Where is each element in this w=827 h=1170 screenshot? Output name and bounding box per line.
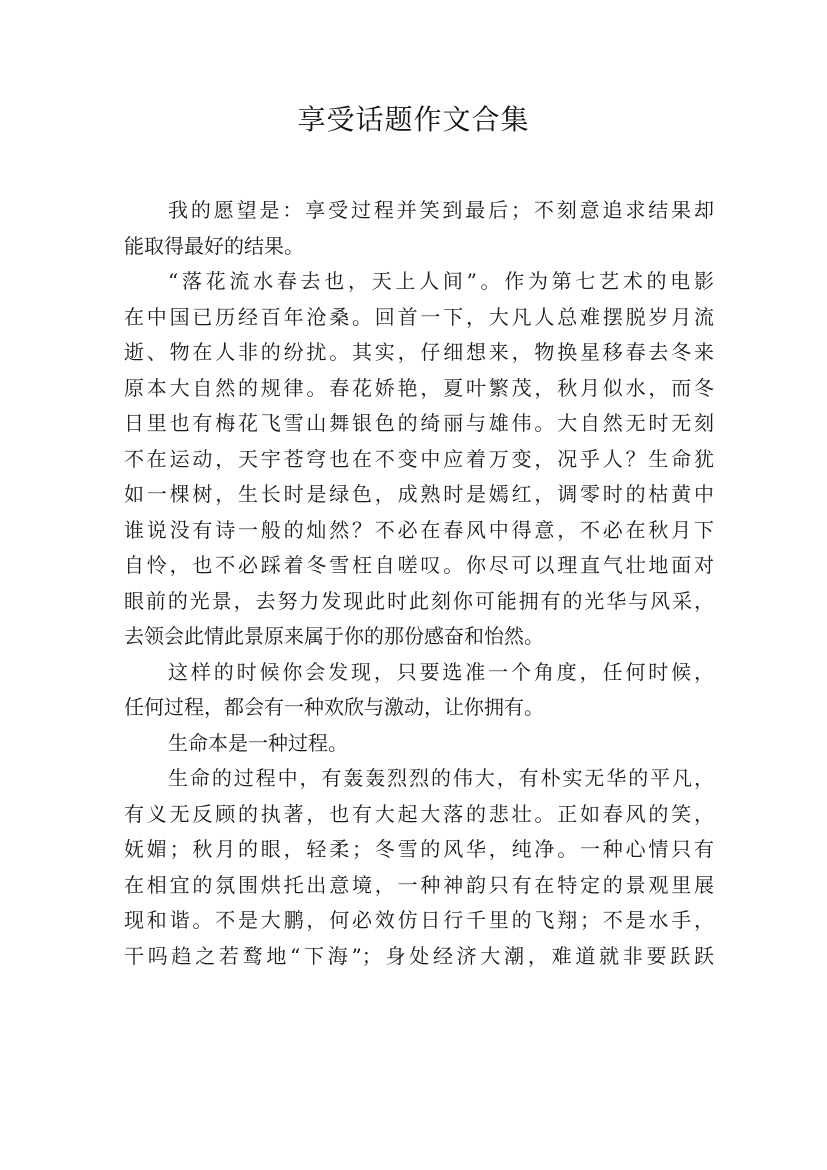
text-line: 生命的过程中，有轰轰烈烈的伟大，有朴实无华的平凡，	[168, 766, 714, 790]
text-line: 能取得最好的结果。	[124, 233, 304, 258]
text-line: 现和谐。不是大鹏，何必效仿日行千里的飞翔；不是水手，	[124, 908, 714, 932]
text-line: 妩媚；秋月的眼，轻柔；冬雪的风华，纯净。一种心情只有	[124, 837, 714, 861]
text-line: 谁说没有诗一般的灿然？不必在春风中得意，不必在秋月下	[124, 517, 714, 542]
text-line: 眼前的光景，去努力发现此时此刻你可能拥有的光华与风采，	[124, 588, 714, 613]
text-line: 日里也有梅花飞雪山舞银色的绮丽与雄伟。大自然无时无刻	[124, 411, 714, 435]
text-line: 任何过程，都会有一种欢欣与激动，让你拥有。	[124, 695, 544, 719]
text-line: 干吗趋之若鹜地“下海”；身处经济大潮，难道就非要跃跃	[124, 943, 714, 968]
text-line: 逝、物在人非的纷扰。其实，仔细想来，物换星移春去冬来	[124, 340, 714, 364]
text-line: 在相宜的氛围烘托出意境，一种神韵只有在特定的景观里展	[124, 872, 714, 897]
text-line: 原本大自然的规律。春花娇艳，夏叶繁茂，秋月似水，而冬	[124, 375, 714, 400]
text-line: 有义无反顾的执著，也有大起大落的悲壮。正如春风的笑，	[124, 801, 714, 826]
text-line: 去领会此情此景原来属于你的那份感奋和怡然。	[124, 624, 544, 648]
text-line: 如一棵树，生长时是绿色，成熟时是嫣红，调零时的枯黄中	[124, 482, 714, 506]
text-line: 我的愿望是：享受过程并笑到最后；不刻意追求结果却	[168, 198, 714, 222]
text-line: 在中国已历经百年沧桑。回首一下，大凡人总难摆脱岁月流	[124, 304, 714, 329]
text-line: 这样的时候你会发现，只要选准一个角度，任何时候，	[168, 659, 714, 684]
text-line: “落花流水春去也，天上人间”。作为第七艺术的电影	[168, 269, 714, 293]
document-title: 享受话题作文合集	[297, 103, 530, 136]
document-body	[124, 193, 714, 974]
text-line: 不在运动，天宇苍穹也在不变中应着万变，况乎人？生命犹	[124, 446, 714, 471]
text-line: 自怜，也不必踩着冬雪枉自嗟叹。你尽可以理直气壮地面对	[124, 553, 714, 577]
text-line: 生命本是一种过程。	[168, 730, 348, 755]
